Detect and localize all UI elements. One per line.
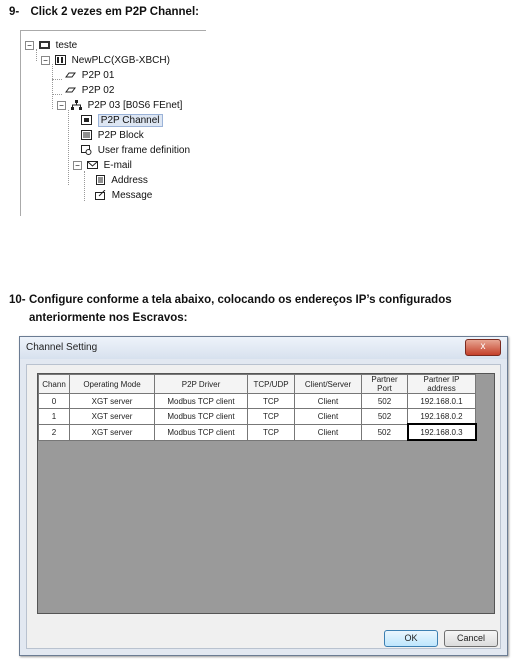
table-row[interactable]	[39, 424, 476, 440]
tree-item-label: E-mail	[103, 160, 132, 171]
channel-grid	[37, 373, 495, 614]
tree-item-label: P2P 03 [B0S6 FEnet]	[87, 100, 183, 111]
table-row[interactable]	[39, 409, 476, 425]
cell-channel: 1	[39, 409, 70, 425]
cell-client-server[interactable]: Client	[295, 424, 362, 440]
tree-item-p2p-block[interactable]	[81, 128, 144, 143]
table-header-row	[39, 375, 476, 394]
project-icon	[39, 40, 50, 50]
col-header-channel: Chann	[39, 375, 70, 394]
tree-item-label: P2P Channel	[98, 114, 163, 127]
tree-item-label: teste	[55, 40, 78, 51]
tree-item-newplc[interactable]	[41, 53, 170, 68]
tree-item-label: Address	[111, 175, 148, 186]
ok-button[interactable]: OK	[384, 630, 438, 647]
cell-channel: 2	[39, 424, 70, 440]
tree-item-p2p-03[interactable]	[57, 98, 182, 113]
cell-tcp-udp[interactable]: TCP	[248, 394, 295, 409]
plc-icon	[55, 55, 66, 65]
collapse-toggle[interactable]: −	[41, 56, 50, 65]
cell-partner-ip[interactable]: 192.168.0.2	[408, 409, 476, 425]
tree-item-teste[interactable]	[25, 38, 77, 53]
tree-item-label: P2P 01	[81, 70, 115, 81]
tree-item-label: Message	[111, 190, 153, 201]
col-header-partner-ip: Partner IP address	[408, 375, 476, 394]
dialog-title: Channel Setting	[20, 337, 507, 359]
cell-operating-mode[interactable]: XGT server	[70, 394, 155, 409]
col-header-operating-mode: Operating Mode	[70, 375, 155, 394]
cell-client-server[interactable]: Client	[295, 394, 362, 409]
cell-client-server[interactable]: Client	[295, 409, 362, 425]
tree-item-message[interactable]	[95, 188, 152, 203]
p2p-icon	[65, 85, 76, 95]
project-tree	[20, 30, 206, 216]
collapse-toggle[interactable]: −	[57, 101, 66, 110]
cell-p2p-driver[interactable]: Modbus TCP client	[155, 424, 248, 440]
tree-item-p2p-channel[interactable]	[81, 113, 163, 128]
step-9-number: 9-	[9, 6, 20, 18]
cell-partner-port[interactable]: 502	[362, 394, 408, 409]
step-9-heading	[9, 6, 199, 18]
cell-partner-ip[interactable]: 192.168.0.3	[408, 424, 476, 440]
collapse-toggle[interactable]: −	[25, 41, 34, 50]
tree-item-label: User frame definition	[97, 145, 191, 156]
cancel-button[interactable]: Cancel	[444, 630, 498, 647]
p2p-icon	[65, 70, 76, 80]
cell-operating-mode[interactable]: XGT server	[70, 424, 155, 440]
cell-partner-port[interactable]: 502	[362, 409, 408, 425]
block-icon	[81, 130, 92, 140]
col-header-tcp-udp: TCP/UDP	[248, 375, 295, 394]
frame-icon	[81, 145, 92, 155]
step-10-number: 10-	[9, 294, 26, 306]
channel-setting-dialog	[19, 336, 508, 656]
tree-item-label: P2P 02	[81, 85, 115, 96]
cell-partner-port[interactable]: 502	[362, 424, 408, 440]
tree-item-user-frame-definition[interactable]	[81, 143, 190, 158]
cell-p2p-driver[interactable]: Modbus TCP client	[155, 394, 248, 409]
tree-item-label: P2P Block	[97, 130, 144, 141]
cell-partner-ip[interactable]: 192.168.0.1	[408, 394, 476, 409]
cell-p2p-driver[interactable]: Modbus TCP client	[155, 409, 248, 425]
col-header-partner-port: Partner Port	[362, 375, 408, 394]
table-row[interactable]	[39, 394, 476, 409]
tree-item-address[interactable]	[95, 173, 148, 188]
tree-item-p2p-01[interactable]	[65, 68, 114, 83]
address-book-icon	[95, 175, 106, 185]
cell-operating-mode[interactable]: XGT server	[70, 409, 155, 425]
col-header-p2p-driver: P2P Driver	[155, 375, 248, 394]
tree-item-label: NewPLC(XGB-XBCH)	[71, 55, 170, 66]
cell-channel: 0	[39, 394, 70, 409]
cell-tcp-udp[interactable]: TCP	[248, 409, 295, 425]
tree-item-p2p-02[interactable]	[65, 83, 114, 98]
close-button[interactable]: x	[465, 339, 501, 356]
collapse-toggle[interactable]: −	[73, 161, 82, 170]
step-10-text: Configure conforme a tela abaixo, colocando os endereços IP’s configurados anteriormente nos Escravos:	[29, 294, 452, 324]
tree-item-e-mail[interactable]	[73, 158, 132, 173]
cell-tcp-udp[interactable]: TCP	[248, 424, 295, 440]
dialog-body	[26, 364, 501, 649]
step-9-text: Click 2 vezes em P2P Channel:	[30, 6, 199, 18]
email-icon	[87, 160, 98, 170]
message-icon	[95, 190, 106, 200]
col-header-client-server: Client/Server	[295, 375, 362, 394]
channel-icon	[81, 115, 92, 125]
channel-table	[38, 374, 477, 441]
network-icon	[71, 100, 82, 110]
